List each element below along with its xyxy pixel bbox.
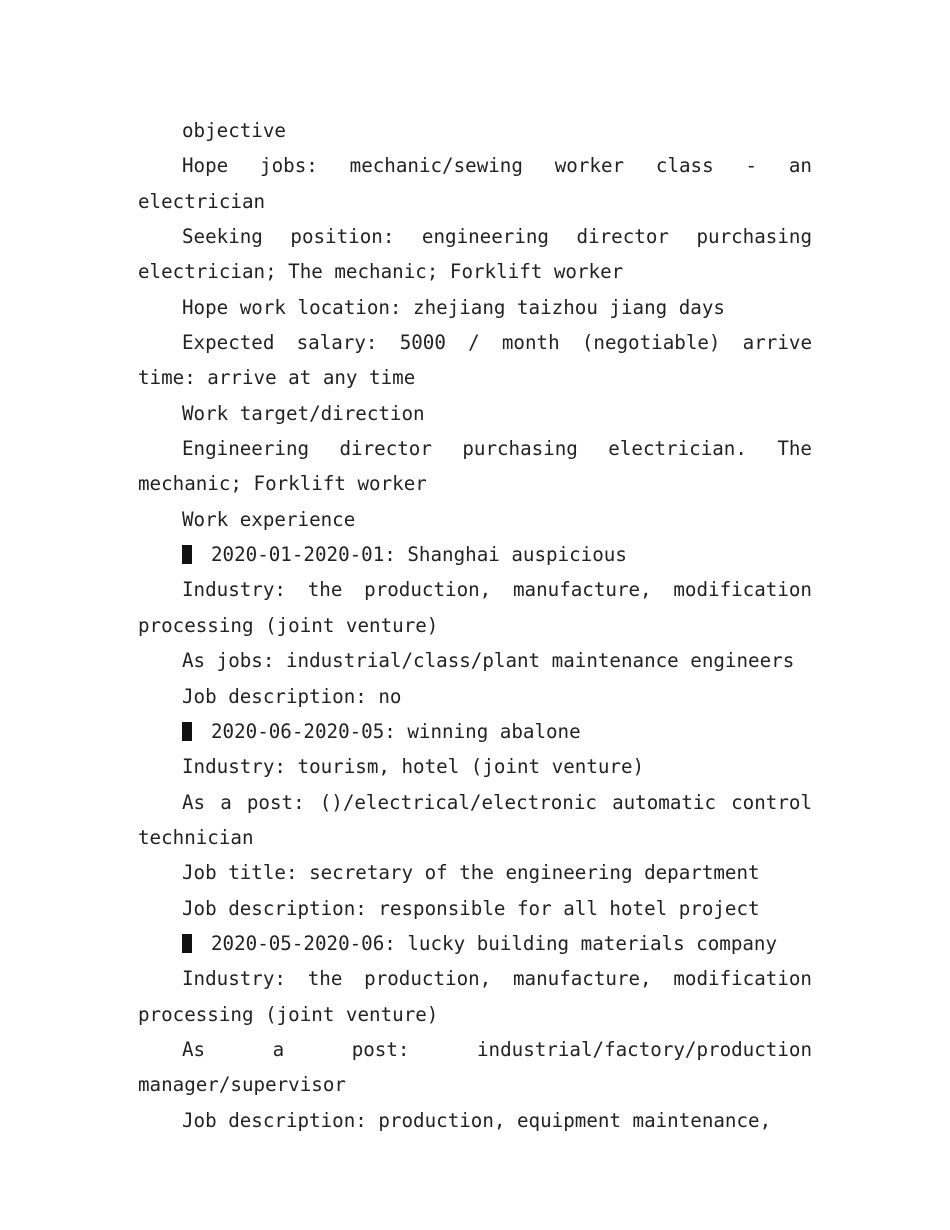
experience-entry-2-industry: Industry: tourism, hotel (joint venture) — [182, 755, 645, 779]
hope-jobs-line: Hope jobs: mechanic/sewing worker class - an electrician — [138, 154, 812, 213]
bullet-icon — [182, 722, 192, 741]
experience-entry-3-post: As a post: industrial/factory/production manager/supervisor — [138, 1037, 812, 1097]
experience-entry-1-period-employer: 2020-01-2020-01: Shanghai auspicious — [211, 543, 627, 567]
seeking-position-line: Seeking position: engineering director purchasing electrician; The mechanic; Forklift worker — [138, 225, 812, 284]
experience-entry-2-description: Job description: responsible for all hotel project — [182, 896, 760, 920]
experience-entry-3-description: Job description: production, equipment maintenance, — [182, 1108, 772, 1132]
bullet-icon — [182, 934, 192, 953]
experience-entry-1-job: As jobs: industrial/class/plant maintenance engineers — [182, 649, 795, 673]
work-target-heading: Work target/direction — [182, 401, 425, 425]
resume-document — [138, 113, 812, 1138]
work-experience-heading: Work experience — [182, 507, 356, 531]
experience-entry-2-post: As a post: ()/electrical/electronic automatic control technician — [138, 790, 812, 849]
expected-salary-line: Expected salary: 5000 / month (negotiable) arrive time: arrive at any time — [138, 331, 812, 390]
experience-entry-3-industry: Industry: the production, manufacture, modification processing (joint venture) — [138, 967, 812, 1026]
experience-entry-1-industry: Industry: the production, manufacture, modification processing (joint venture) — [138, 578, 812, 637]
experience-entry-2-title: Job title: secretary of the engineering department — [182, 861, 760, 885]
experience-entry-3-period-employer: 2020-05-2020-06: lucky building materials company — [211, 931, 778, 955]
experience-entry-2-period-employer: 2020-06-2020-05: winning abalone — [211, 719, 581, 743]
objective-heading: objective — [182, 119, 286, 142]
experience-entry-3-header — [138, 926, 812, 961]
hope-location-line: Hope work location: zhejiang taizhou jiang days — [182, 295, 725, 319]
experience-entry-2-header — [138, 714, 812, 749]
work-target-line: Engineering director purchasing electrician. The mechanic; Forklift worker — [138, 437, 812, 496]
experience-entry-1-description: Job description: no — [182, 684, 402, 708]
bullet-icon — [182, 545, 192, 564]
experience-entry-1-header — [138, 537, 812, 572]
